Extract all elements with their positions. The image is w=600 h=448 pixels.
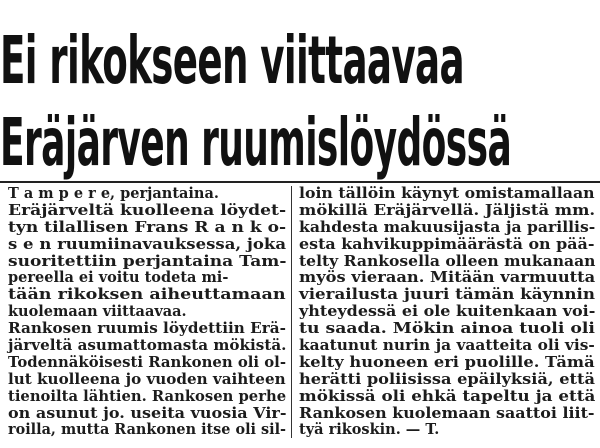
text-line: tienoilta lähtien. Rankosen perhe [8, 387, 287, 405]
text-line: lut kuolleena jo vuoden vaihteen [8, 370, 286, 388]
text-line: tu saada. Mökin ainoa tuoli oli [299, 320, 595, 338]
text-line: kuolemaan viittaavaa. [8, 303, 187, 321]
text-line: mökissä oli ehkä tapeltu ja että [299, 387, 596, 405]
text-line: roilla, mutta Rankonen itse oli sil- [8, 421, 287, 439]
headline-line-1: Ei rikokseen viittaavaa [0, 22, 465, 100]
text-line: loin tällöin käynyt omistamallaan [299, 185, 595, 202]
text-line: herätti poliisissa epäilyksiä, että [299, 370, 595, 388]
text-line: kaatunut nurin ja vaatteita oli vis- [299, 337, 595, 355]
text-line: Todennäköisesti Rankonen oli ol- [8, 353, 287, 371]
text-line: tyn tilallisen Frans R a n k o- [8, 218, 287, 236]
text-line: tyä rikoskin. — T. [299, 421, 440, 439]
text-line: kelty huoneen eri puolille. Tämä [299, 353, 595, 371]
text-line: esta kahvikuppimäärästä on pää- [299, 235, 595, 253]
text-line: kahdesta makuusijasta ja parillis- [299, 218, 596, 236]
text-line: vierailusta juuri tämän käynnin [299, 286, 596, 304]
text-line: telty Rankosella olleen mukanaan [299, 252, 596, 270]
headline-rule [0, 181, 600, 183]
text-line: Rankosen kuolemaan saattoi liit- [299, 404, 595, 422]
text-line: s e n ruumiinavauksessa, joka [8, 235, 287, 253]
text-line: T a m p e r e, perjantaina. [8, 185, 219, 202]
article-column-left [8, 186, 286, 439]
text-line: tään rikoksen aiheuttamaan [8, 286, 286, 304]
text-line: järveltä asumattomasta mökistä. [8, 337, 287, 355]
text-line: Eräjärveltä kuolleena löydet- [8, 201, 287, 219]
text-line: yhteydessä ei ole kuitenkaan voi- [299, 303, 596, 321]
article-column-right [299, 186, 595, 439]
text-line: pereella ei voitu todeta mi- [8, 269, 229, 287]
text-line: mökillä Eräjärvellä. Jäljistä mm. [299, 201, 596, 219]
text-line: suoritettiin perjantaina Tam- [8, 252, 287, 270]
headline-line-2: Eräjärven ruumislöydössä [0, 104, 512, 182]
text-line: myös vieraan. Mitään varmuutta [299, 269, 596, 287]
text-line: on asunut jo. useita vuosia Vir- [8, 404, 287, 422]
column-divider [291, 186, 292, 438]
text-line: Rankosen ruumis löydettiin Erä- [8, 320, 286, 338]
